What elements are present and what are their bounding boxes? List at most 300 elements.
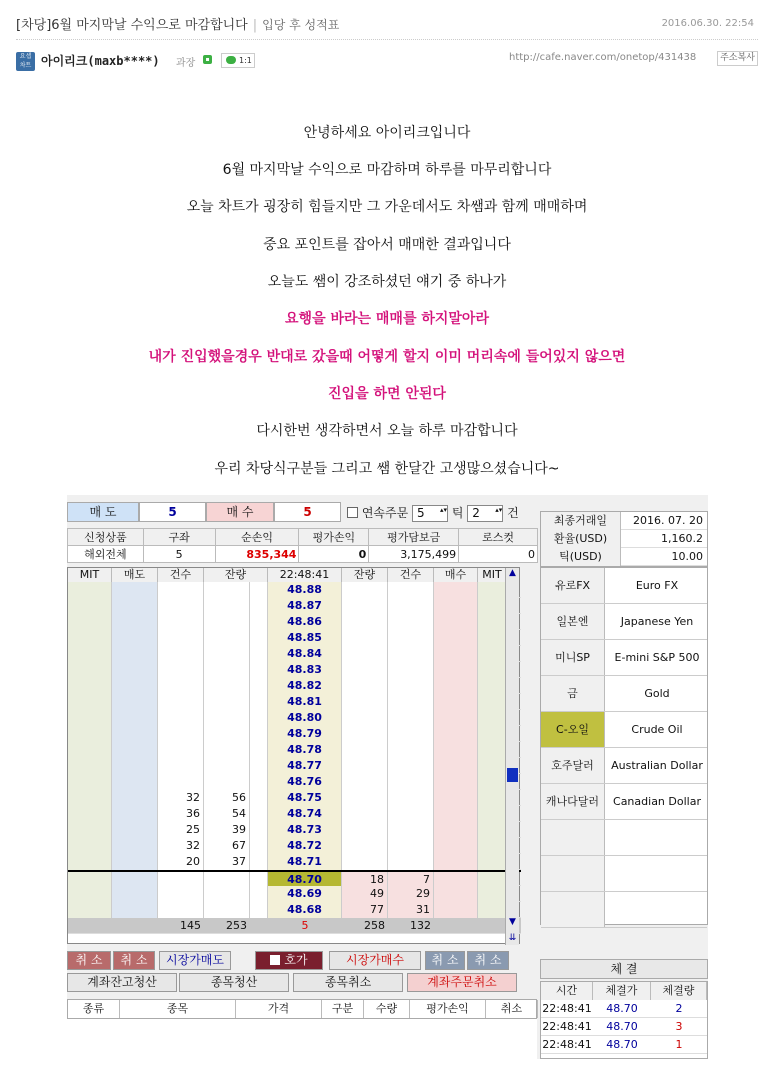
price-cell[interactable]: 48.76 (268, 774, 342, 790)
tick-stepper[interactable]: 5 ▴▾ (412, 505, 448, 522)
checkbox-icon (270, 955, 280, 965)
orderbook-cell[interactable] (250, 854, 268, 870)
orderbook-cell[interactable] (250, 662, 268, 678)
product-code[interactable] (541, 856, 605, 891)
qty-cell[interactable] (388, 838, 434, 854)
orderbook-cell[interactable] (250, 694, 268, 710)
qty-cell[interactable]: 37 (204, 854, 250, 870)
orderbook-cell[interactable] (112, 630, 158, 646)
orderbook-cell[interactable] (250, 614, 268, 630)
orderbook-cell[interactable] (478, 838, 507, 854)
author-avatar[interactable]: 요셉 차트 (16, 52, 35, 71)
order-book (67, 567, 520, 944)
orderbook-row[interactable] (68, 662, 521, 678)
author-nickname[interactable]: 아이리크(maxb****) (41, 54, 160, 68)
info-label: 최종거래일 (541, 512, 621, 530)
qty-cell[interactable] (342, 678, 388, 694)
orderbook-cell[interactable] (478, 582, 507, 598)
post-category[interactable]: 입당 후 성적표 (262, 18, 340, 32)
product-row[interactable] (541, 568, 707, 604)
orderbook-cell[interactable] (434, 582, 478, 598)
orderbook-cell[interactable] (68, 838, 112, 854)
orderbook-row[interactable] (68, 726, 521, 742)
account-button[interactable]: 계좌잔고청산 (67, 973, 177, 992)
qty-cell[interactable] (158, 694, 204, 710)
scroll-up-icon[interactable]: ▲ (509, 568, 516, 578)
product-row[interactable] (541, 604, 707, 640)
orderbook-cell[interactable] (478, 598, 507, 614)
orderbook-cell[interactable] (478, 662, 507, 678)
orderbook-cell[interactable] (478, 614, 507, 630)
orderbook-cell[interactable] (112, 598, 158, 614)
orderbook-cell[interactable] (250, 630, 268, 646)
orderbook-row[interactable] (68, 678, 521, 694)
price-cell[interactable]: 48.71 (268, 854, 342, 870)
orderbook-cell[interactable] (434, 662, 478, 678)
orderbook-cell[interactable] (68, 646, 112, 662)
qty-cell[interactable]: 36 (158, 806, 204, 822)
orderbook-cell[interactable] (434, 678, 478, 694)
price-cell[interactable]: 48.74 (268, 806, 342, 822)
qty-cell[interactable] (388, 806, 434, 822)
qty-cell[interactable]: 25 (158, 822, 204, 838)
orderbook-cell[interactable] (112, 582, 158, 598)
qty-cell[interactable] (158, 886, 204, 902)
qty-cell[interactable] (204, 646, 250, 662)
price-cell[interactable]: 48.70 (268, 872, 342, 888)
price-cell[interactable]: 48.75 (268, 790, 342, 806)
orderbook-cell[interactable] (434, 806, 478, 822)
price-cell[interactable]: 48.78 (268, 742, 342, 758)
qty-cell[interactable]: 20 (158, 854, 204, 870)
post-title-line: [차당]6월 마지막날 수익으로 마감합니다 | 입당 후 성적표 (16, 18, 340, 33)
total-cell: 253 (226, 919, 247, 932)
qty-cell[interactable] (158, 902, 204, 918)
qty-cell[interactable]: 39 (204, 822, 250, 838)
copy-url-button[interactable]: 주소복사 (717, 51, 758, 66)
qty-cell[interactable] (388, 854, 434, 870)
price-cell[interactable]: 48.84 (268, 646, 342, 662)
qty-cell[interactable] (388, 614, 434, 630)
orderbook-cell[interactable] (68, 694, 112, 710)
sell-qty[interactable]: 5 (139, 502, 206, 522)
summary-value: 835,344 (215, 546, 299, 563)
content-line: 우리 차당식구분들 그리고 쌤 한달간 고생많으셨습니다~ (214, 461, 560, 477)
qty-cell[interactable] (342, 742, 388, 758)
product-code[interactable]: 금 (541, 676, 605, 711)
orderbook-row[interactable] (68, 886, 521, 902)
product-row[interactable] (541, 892, 707, 928)
orderbook-cell[interactable] (68, 854, 112, 870)
qty-cell[interactable] (158, 726, 204, 742)
chat-button[interactable] (221, 53, 255, 68)
price-cell[interactable]: 48.83 (268, 662, 342, 678)
qty-cell[interactable] (342, 854, 388, 870)
product-row[interactable] (541, 676, 707, 712)
qty-cell[interactable] (204, 902, 250, 918)
product-code[interactable]: C-오일 (541, 712, 605, 747)
orderbook-cell[interactable] (68, 822, 112, 838)
qty-cell[interactable] (342, 774, 388, 790)
qty-cell[interactable]: 18 (342, 872, 388, 888)
account-button[interactable]: 종목취소 (293, 973, 403, 992)
qty-cell[interactable] (342, 662, 388, 678)
orderbook-cell[interactable] (478, 710, 507, 726)
orderbook-cell[interactable] (68, 774, 112, 790)
qty-cell[interactable]: 32 (158, 790, 204, 806)
orderbook-row[interactable] (68, 854, 521, 870)
sell-label[interactable]: 매 도 (67, 502, 139, 522)
info-row (541, 512, 707, 530)
product-row[interactable] (541, 712, 707, 748)
qty-cell[interactable] (388, 790, 434, 806)
orderbook-cell[interactable] (112, 678, 158, 694)
qty-cell[interactable] (342, 646, 388, 662)
price-cell[interactable]: 48.77 (268, 758, 342, 774)
qty-cell[interactable] (158, 710, 204, 726)
product-code[interactable]: 미니SP (541, 640, 605, 675)
orderbook-cell[interactable] (434, 726, 478, 742)
qty-cell[interactable] (204, 614, 250, 630)
qty-cell[interactable] (388, 662, 434, 678)
orderbook-cell[interactable] (478, 822, 507, 838)
orderbook-cell[interactable] (434, 886, 478, 902)
qty-cell[interactable] (342, 694, 388, 710)
orderbook-cell[interactable] (68, 790, 112, 806)
orderbook-header: 매수 (434, 568, 478, 582)
qty-cell[interactable] (204, 678, 250, 694)
orderbook-cell[interactable] (478, 886, 507, 902)
qty-cell[interactable] (388, 742, 434, 758)
price-cell[interactable]: 48.73 (268, 822, 342, 838)
orderbook-cell[interactable] (478, 854, 507, 870)
orderbook-row[interactable] (68, 774, 521, 790)
qty-cell[interactable] (158, 582, 204, 598)
qty-cell[interactable]: 29 (388, 886, 434, 902)
orderbook-cell[interactable] (68, 726, 112, 742)
orderbook-cell[interactable] (434, 614, 478, 630)
qty-cell[interactable] (204, 710, 250, 726)
buy-label[interactable]: 매 수 (206, 502, 274, 522)
product-code[interactable]: 일본엔 (541, 604, 605, 639)
qty-cell[interactable] (342, 598, 388, 614)
fill-cell: 3 (675, 1020, 683, 1033)
orderbook-cell[interactable] (434, 598, 478, 614)
price-cell[interactable]: 48.81 (268, 694, 342, 710)
qty-cell[interactable] (388, 758, 434, 774)
qty-cell[interactable] (342, 630, 388, 646)
orderbook-row[interactable] (68, 806, 521, 822)
orderbook-cell[interactable] (68, 742, 112, 758)
order-button[interactable]: 취 소 (67, 951, 111, 970)
fill-cell: 1 (675, 1038, 683, 1051)
orderbook-cell[interactable] (478, 774, 507, 790)
orderbook-cell[interactable] (434, 822, 478, 838)
qty-cell[interactable] (342, 822, 388, 838)
qty-cell[interactable] (158, 678, 204, 694)
orderbook-cell[interactable] (68, 710, 112, 726)
continuous-label: 연속주문 (361, 506, 409, 520)
orderbook-row[interactable] (68, 838, 521, 854)
qty-cell[interactable] (342, 838, 388, 854)
account-button[interactable]: 계좌주문취소 (407, 973, 517, 992)
orderbook-cell[interactable] (112, 694, 158, 710)
price-cell[interactable]: 48.85 (268, 630, 342, 646)
order-button[interactable]: 취 소 (113, 951, 155, 970)
orderbook-cell[interactable] (250, 726, 268, 742)
orderbook-cell[interactable] (112, 710, 158, 726)
orderbook-cell[interactable] (68, 598, 112, 614)
orderbook-cell[interactable] (434, 694, 478, 710)
qty-cell[interactable]: 56 (204, 790, 250, 806)
positions-header (67, 999, 537, 1019)
product-row[interactable] (541, 784, 707, 820)
qty-cell[interactable] (204, 598, 250, 614)
orderbook-row[interactable] (68, 870, 521, 886)
orderbook-cell[interactable] (112, 822, 158, 838)
qty-cell[interactable]: 32 (158, 838, 204, 854)
orderbook-cell[interactable] (434, 742, 478, 758)
qty-cell[interactable]: 54 (204, 806, 250, 822)
orderbook-cell[interactable] (434, 646, 478, 662)
qty-cell[interactable] (388, 646, 434, 662)
qty-cell[interactable] (342, 758, 388, 774)
orderbook-cell[interactable] (68, 582, 112, 598)
orderbook-cell[interactable] (250, 646, 268, 662)
orderbook-cell[interactable] (250, 710, 268, 726)
qty-cell[interactable] (204, 694, 250, 710)
post-title[interactable]: [차당]6월 마지막날 수익으로 마감합니다 (16, 18, 248, 33)
orderbook-row[interactable] (68, 598, 521, 614)
orderbook-cell[interactable] (250, 598, 268, 614)
scroll-down-icon[interactable]: ▼ (509, 917, 516, 927)
orderbook-cell[interactable] (434, 838, 478, 854)
price-cell[interactable]: 48.86 (268, 614, 342, 630)
product-code[interactable]: 호주달러 (541, 748, 605, 783)
qty-cell[interactable] (204, 630, 250, 646)
qty-cell[interactable]: 49 (342, 886, 388, 902)
account-button[interactable]: 종목청산 (179, 973, 289, 992)
qty-cell[interactable] (388, 630, 434, 646)
orderbook-cell[interactable] (68, 758, 112, 774)
orderbook-cell[interactable] (478, 742, 507, 758)
order-button[interactable]: 취 소 (425, 951, 465, 970)
qty-cell[interactable] (388, 678, 434, 694)
order-button[interactable]: 시장가매도 (159, 951, 231, 970)
price-cell[interactable]: 48.68 (268, 902, 342, 918)
product-name[interactable]: Gold (644, 687, 670, 700)
product-name[interactable]: Crude Oil (631, 723, 683, 736)
qty-cell[interactable] (388, 694, 434, 710)
orderbook-cell[interactable] (434, 902, 478, 918)
orderbook-row[interactable] (68, 630, 521, 646)
price-cell[interactable]: 48.80 (268, 710, 342, 726)
qty-cell[interactable] (158, 662, 204, 678)
qty-cell[interactable] (158, 758, 204, 774)
price-cell[interactable]: 48.87 (268, 598, 342, 614)
price-cell[interactable]: 48.88 (268, 582, 342, 598)
price-cell[interactable]: 48.69 (268, 886, 342, 902)
product-code[interactable]: 유로FX (541, 568, 605, 603)
orderbook-cell[interactable] (250, 678, 268, 694)
qty-cell[interactable] (158, 614, 204, 630)
orderbook-cell[interactable] (112, 614, 158, 630)
product-name[interactable]: Euro FX (635, 579, 679, 592)
qty-cell[interactable] (204, 662, 250, 678)
qty-cell[interactable] (388, 710, 434, 726)
qty-cell[interactable] (388, 822, 434, 838)
orderbook-cell[interactable] (112, 854, 158, 870)
qty-cell[interactable] (158, 774, 204, 790)
orderbook-cell[interactable] (478, 902, 507, 918)
orderbook-cell[interactable] (434, 710, 478, 726)
price-cell[interactable]: 48.79 (268, 726, 342, 742)
orderbook-cell[interactable] (68, 902, 112, 918)
qty-cell[interactable] (204, 886, 250, 902)
orderbook-cell[interactable] (250, 902, 268, 918)
qty-cell[interactable]: 77 (342, 902, 388, 918)
orderbook-cell[interactable] (478, 678, 507, 694)
product-row[interactable] (541, 748, 707, 784)
qty-cell[interactable] (158, 630, 204, 646)
orderbook-cell[interactable] (68, 806, 112, 822)
orderbook-cell[interactable] (478, 630, 507, 646)
orderbook-row[interactable] (68, 614, 521, 630)
orderbook-cell[interactable] (434, 854, 478, 870)
fill-cell: 2 (675, 1002, 683, 1015)
qty-cell[interactable] (204, 726, 250, 742)
qty-cell[interactable] (342, 582, 388, 598)
buy-qty[interactable]: 5 (274, 502, 341, 522)
order-button[interactable]: 호가 (255, 951, 323, 970)
orderbook-cell[interactable] (250, 838, 268, 854)
orderbook-row[interactable] (68, 758, 521, 774)
qty-cell[interactable] (204, 758, 250, 774)
orderbook-cell[interactable] (478, 694, 507, 710)
orderbook-cell[interactable] (112, 838, 158, 854)
orderbook-cell[interactable] (250, 886, 268, 902)
qty-cell[interactable] (204, 582, 250, 598)
content-line: 오늘 차트가 굉장히 힘들지만 그 가운데서도 차쌤과 함께 매매하며 (186, 199, 588, 215)
qty-cell[interactable] (204, 774, 250, 790)
scroll-end-icon[interactable]: ⇊ (508, 933, 517, 943)
count-stepper[interactable]: 2 ▴▾ (467, 505, 503, 522)
orderbook-cell[interactable] (112, 902, 158, 918)
orderbook-cell[interactable] (112, 662, 158, 678)
product-name[interactable]: Japanese Yen (620, 615, 694, 628)
qty-cell[interactable]: 67 (204, 838, 250, 854)
orderbook-row[interactable] (68, 646, 521, 662)
product-name[interactable]: E-mini S&P 500 (614, 651, 700, 664)
orderbook-cell[interactable] (68, 662, 112, 678)
product-code[interactable]: 캐나다달러 (541, 784, 605, 819)
fill-cell: 22:48:41 (542, 1038, 592, 1051)
orderbook-cell[interactable] (478, 726, 507, 742)
product-code[interactable] (541, 892, 605, 927)
orderbook-cell[interactable] (112, 742, 158, 758)
qty-cell[interactable] (158, 742, 204, 758)
orderbook-cell[interactable] (112, 790, 158, 806)
product-row[interactable] (541, 640, 707, 676)
orderbook-cell[interactable] (434, 774, 478, 790)
post-url[interactable]: http://cafe.naver.com/onetop/431438 (509, 52, 697, 63)
orderbook-cell[interactable] (434, 758, 478, 774)
qty-cell[interactable] (388, 774, 434, 790)
orderbook-cell[interactable] (250, 742, 268, 758)
orderbook-cell[interactable] (112, 806, 158, 822)
qty-cell[interactable] (388, 598, 434, 614)
orderbook-cell[interactable] (478, 806, 507, 822)
orderbook-cell[interactable] (250, 790, 268, 806)
orderbook-cell[interactable] (250, 774, 268, 790)
orderbook-cell[interactable] (68, 886, 112, 902)
orderbook-cell[interactable] (112, 886, 158, 902)
orderbook-row[interactable] (68, 902, 521, 918)
orderbook-row[interactable] (68, 790, 521, 806)
price-cell[interactable]: 48.72 (268, 838, 342, 854)
orderbook-scrollbar[interactable] (505, 568, 519, 945)
order-button[interactable]: 시장가매수 (329, 951, 421, 970)
order-button[interactable]: 취 소 (467, 951, 509, 970)
qty-cell[interactable] (388, 726, 434, 742)
orderbook-cell[interactable] (478, 646, 507, 662)
product-row[interactable] (541, 820, 707, 856)
orderbook-cell[interactable] (112, 726, 158, 742)
orderbook-cell[interactable] (434, 630, 478, 646)
orderbook-row[interactable] (68, 582, 521, 598)
qty-cell[interactable] (342, 614, 388, 630)
orderbook-cell[interactable] (250, 582, 268, 598)
orderbook-row[interactable] (68, 694, 521, 710)
orderbook-row[interactable] (68, 710, 521, 726)
product-code[interactable] (541, 820, 605, 855)
qty-cell[interactable] (158, 646, 204, 662)
qty-cell[interactable] (388, 582, 434, 598)
orderbook-cell[interactable] (478, 790, 507, 806)
qty-cell[interactable] (204, 742, 250, 758)
continuous-checkbox[interactable] (347, 507, 358, 518)
qty-cell[interactable] (342, 806, 388, 822)
orderbook-cell[interactable] (68, 630, 112, 646)
orderbook-cell[interactable] (478, 758, 507, 774)
content-line: 내가 진입했을경우 반대로 갔을때 어떻게 할지 이미 머리속에 들어있지 않으면 (148, 349, 626, 365)
product-row[interactable] (541, 856, 707, 892)
orderbook-row[interactable] (68, 742, 521, 758)
qty-cell[interactable] (342, 790, 388, 806)
orderbook-cell[interactable] (250, 806, 268, 822)
qty-cell[interactable]: 31 (388, 902, 434, 918)
product-name[interactable]: Australian Dollar (611, 759, 703, 772)
price-cell[interactable]: 48.82 (268, 678, 342, 694)
scroll-thumb[interactable] (507, 768, 518, 782)
orderbook-cell[interactable] (250, 758, 268, 774)
orderbook-cell[interactable] (112, 774, 158, 790)
qty-cell[interactable]: 7 (388, 872, 434, 888)
orderbook-cell[interactable] (68, 614, 112, 630)
orderbook-cell[interactable] (434, 790, 478, 806)
orderbook-cell[interactable] (112, 646, 158, 662)
qty-cell[interactable] (342, 726, 388, 742)
fill-cell: 22:48:41 (542, 1002, 592, 1015)
qty-cell[interactable] (158, 598, 204, 614)
summary-header: 순손익 (215, 529, 299, 546)
product-name[interactable]: Canadian Dollar (613, 795, 701, 808)
orderbook-cell[interactable] (112, 758, 158, 774)
qty-cell[interactable] (342, 710, 388, 726)
orderbook-cell[interactable] (250, 822, 268, 838)
orderbook-cell[interactable] (68, 678, 112, 694)
orderbook-row[interactable] (68, 822, 521, 838)
